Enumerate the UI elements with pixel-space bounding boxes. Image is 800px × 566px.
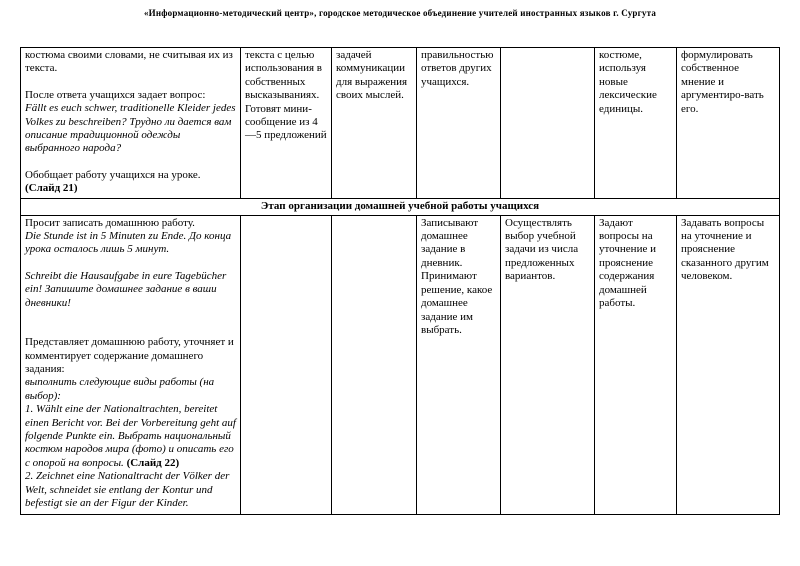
- cell-r1-empty: [501, 48, 595, 199]
- cell-r2-meta-result: [677, 215, 780, 514]
- paragraph: Просит записать домашнюю работу.: [25, 216, 195, 229]
- paragraph: текста с целью использования в собственных высказываниях. Готовят мини-сообщение из 4—5 предложений: [245, 49, 327, 142]
- table-row: [21, 48, 780, 199]
- cell-r1-teacher-activity: [21, 48, 241, 199]
- cell-r2-student-activity: [417, 215, 501, 514]
- slide-reference: (Слайд 21): [25, 182, 78, 195]
- homework-task-1: 1. Wählt eine der Nationaltrachten, bereitet einen Bericht vor. Bei der Vorbereitung geht auf folgende Punkte ein. Выбрать национальный костюм народов мира (фото) и описать его с опорой на вопросы.: [25, 403, 236, 469]
- paragraph: Fällt es euch schwer, traditionelle Kleider jedes Volkes zu beschreiben? Трудно ли дается вам описание традиционной одежды выбранного народа?: [25, 102, 236, 155]
- slide-reference: (Слайд 22): [126, 456, 180, 469]
- paragraph: Schreibt die Hausaufgabe in eure Tagebücher ein! Запишите домашнее задание в ваши дневники!: [25, 269, 227, 309]
- cell-r1-meta-result: [677, 48, 780, 199]
- paragraph: Обобщает работу учащихся на уроке.: [25, 168, 201, 181]
- lesson-plan-table: [20, 47, 780, 515]
- paragraph: правильностью ответов других учащихся.: [421, 49, 494, 88]
- cell-r2-empty-2: [332, 215, 417, 514]
- cell-r2-empty-1: [241, 215, 332, 514]
- paragraph: Задавать вопросы на уточнение и прояснение сказанного другим человеком.: [681, 216, 769, 283]
- paragraph: формулировать собственное мнение и аргументиро-вать его.: [681, 49, 764, 115]
- homework-task-2: 2. Zeichnet eine Nationaltracht der Völker der Welt, schneidet sie entlang der Kontur und befestigt sie an der Figur der Kinder.: [25, 470, 230, 509]
- cell-r2-teacher-activity: [21, 215, 241, 514]
- cell-r1-subject-result: [595, 48, 677, 199]
- stage-header-title: Этап организации домашней учебной работы учащихся: [260, 199, 540, 212]
- paragraph: костюма своими словами, не считывая их из текста.: [25, 49, 233, 75]
- page-header: «Информационно-методический центр», городское методическое объединение учителей иностранных языков г. Сургута: [143, 8, 657, 18]
- paragraph: костюме, используя новые лексические единицы.: [599, 49, 657, 115]
- cell-r1-regulative-uud: [417, 48, 501, 199]
- cell-r2-regulative-uud: [501, 215, 595, 514]
- paragraph: Записывают домашнее задание в дневник. Принимают решение, какое домашнее задание им выбрать.: [421, 216, 493, 336]
- paragraph: Die Stunde ist in 5 Minuten zu Ende. До конца урока осталось лишь 5 минут.: [25, 230, 232, 256]
- cell-r1-student-activity: [241, 48, 332, 199]
- paragraph: Задают вопросы на уточнение и прояснение содержания домашней работы.: [599, 216, 656, 310]
- table-row-stage: [21, 198, 780, 215]
- table-row: [21, 215, 780, 514]
- paragraph: [25, 403, 236, 470]
- paragraph: Представляет домашнюю работу, уточняет и комментирует содержание домашнего задания:: [25, 336, 234, 375]
- paragraph: задачей коммуникации для выражения своих мыслей.: [336, 49, 408, 102]
- paragraph: Осуществлять выбор учебной задачи из числа предложенных вариантов.: [505, 216, 579, 283]
- paragraph: После ответа учащихся задает вопрос:: [25, 88, 206, 101]
- paragraph: выполнить следующие виды работы (на выбор):: [25, 376, 215, 402]
- cell-r1-communicative-uud: [332, 48, 417, 199]
- cell-r2-questions-uud: [595, 215, 677, 514]
- stage-header-cell: [21, 198, 780, 215]
